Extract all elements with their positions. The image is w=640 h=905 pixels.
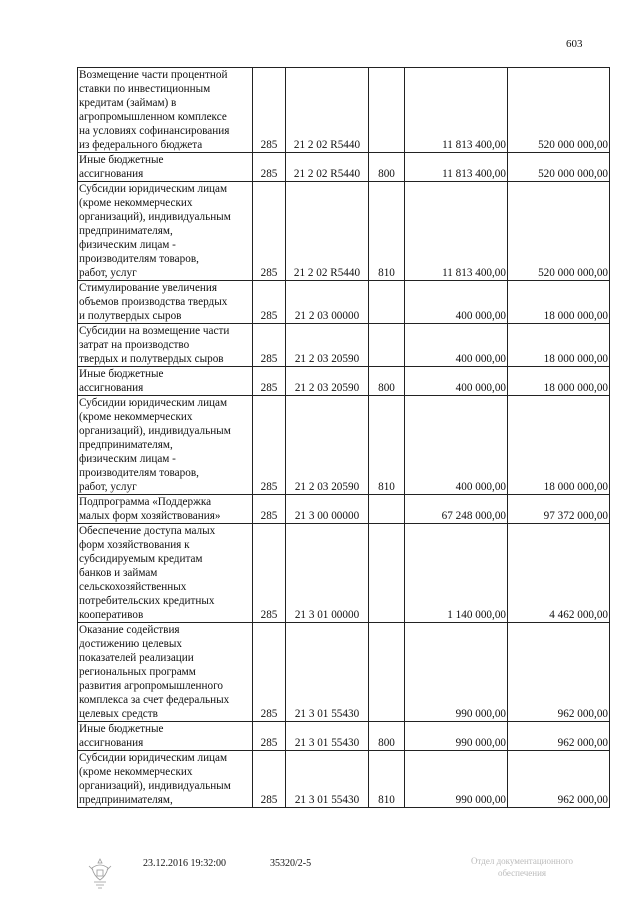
cell-name: Иные бюджетные ассигнования [78, 153, 253, 182]
cell-admin: 285 [253, 324, 286, 367]
cell-name: Оказание содействия достижению целевых показателей реализации региональных программ развития агропромышленного комплекса за счет федеральных целевых средств [78, 623, 253, 722]
table-row [78, 281, 610, 324]
cell-csr: 21 2 02 R5440 [286, 153, 369, 182]
cell-sum2: 962 000,00 [508, 623, 610, 722]
cell-vr [369, 495, 405, 524]
footer-code: 35320/2-5 [270, 858, 312, 869]
table-row [78, 722, 610, 751]
table-row [78, 182, 610, 281]
cell-sum2: 18 000 000,00 [508, 396, 610, 495]
cell-name: Обеспечение доступа малых форм хозяйствования к субсидируемым кредитам банков и займам сельскохозяйственных потребительских кредитных кооперативов [78, 524, 253, 623]
cell-name: Стимулирование увеличения объемов производства твердых и полутвердых сыров [78, 281, 253, 324]
cell-sum1: 990 000,00 [405, 722, 508, 751]
cell-vr: 810 [369, 182, 405, 281]
cell-vr: 800 [369, 722, 405, 751]
cell-sum2: 520 000 000,00 [508, 153, 610, 182]
cell-admin: 285 [253, 68, 286, 153]
cell-vr [369, 281, 405, 324]
cell-name: Субсидии юридическим лицам (кроме некоммерческих организаций), индивидуальным предпринимателям, [78, 751, 253, 808]
cell-sum1: 1 140 000,00 [405, 524, 508, 623]
cell-csr: 21 3 01 55430 [286, 722, 369, 751]
cell-csr: 21 3 00 00000 [286, 495, 369, 524]
page-number: 603 [566, 38, 583, 50]
cell-sum2: 520 000 000,00 [508, 68, 610, 153]
cell-sum2: 520 000 000,00 [508, 182, 610, 281]
cell-admin: 285 [253, 367, 286, 396]
cell-csr: 21 2 02 R5440 [286, 68, 369, 153]
cell-sum2: 97 372 000,00 [508, 495, 610, 524]
cell-admin: 285 [253, 722, 286, 751]
cell-vr: 800 [369, 153, 405, 182]
table-row [78, 495, 610, 524]
cell-sum1: 400 000,00 [405, 281, 508, 324]
cell-sum2: 4 462 000,00 [508, 524, 610, 623]
cell-name: Иные бюджетные ассигнования [78, 367, 253, 396]
table-row [78, 324, 610, 367]
table-row [78, 68, 610, 153]
cell-csr: 21 2 03 20590 [286, 324, 369, 367]
cell-admin: 285 [253, 751, 286, 808]
cell-sum1: 990 000,00 [405, 751, 508, 808]
cell-admin: 285 [253, 396, 286, 495]
table-row [78, 396, 610, 495]
cell-name: Субсидии юридическим лицам (кроме некоммерческих организаций), индивидуальным предпринимателям, физическим лицам - производителям товаров, работ, услуг [78, 182, 253, 281]
cell-admin: 285 [253, 281, 286, 324]
cell-sum2: 18 000 000,00 [508, 281, 610, 324]
cell-vr: 810 [369, 751, 405, 808]
table-row [78, 623, 610, 722]
cell-sum1: 400 000,00 [405, 367, 508, 396]
cell-vr [369, 524, 405, 623]
budget-table-body [78, 68, 610, 808]
cell-csr: 21 2 03 00000 [286, 281, 369, 324]
stamp-text: Отдел документационного обеспечения [470, 856, 574, 878]
cell-sum2: 18 000 000,00 [508, 367, 610, 396]
cell-admin: 285 [253, 153, 286, 182]
table-row [78, 153, 610, 182]
cell-admin: 285 [253, 623, 286, 722]
cell-vr [369, 623, 405, 722]
cell-sum1: 400 000,00 [405, 396, 508, 495]
cell-name: Подпрограмма «Поддержка малых форм хозяйствования» [78, 495, 253, 524]
cell-name: Субсидии юридическим лицам (кроме некоммерческих организаций), индивидуальным предпринимателям, физическим лицам - производителям товаров, работ, услуг [78, 396, 253, 495]
cell-csr: 21 2 03 20590 [286, 367, 369, 396]
cell-vr: 800 [369, 367, 405, 396]
footer-date: 23.12.2016 19:32:00 [143, 858, 227, 869]
table-row [78, 524, 610, 623]
cell-vr: 810 [369, 396, 405, 495]
cell-csr: 21 3 01 00000 [286, 524, 369, 623]
budget-table [77, 67, 610, 808]
table-row [78, 367, 610, 396]
cell-sum2: 18 000 000,00 [508, 324, 610, 367]
cell-sum1: 67 248 000,00 [405, 495, 508, 524]
emblem-icon [86, 856, 114, 890]
cell-csr: 21 3 01 55430 [286, 623, 369, 722]
cell-vr [369, 68, 405, 153]
cell-admin: 285 [253, 495, 286, 524]
cell-name: Субсидии на возмещение части затрат на производство твердых и полутвердых сыров [78, 324, 253, 367]
cell-name: Возмещение части процентной ставки по инвестиционным кредитам (займам) в агропромышленном комплексе на условиях софинансирования из федерального бюджета [78, 68, 253, 153]
cell-sum2: 962 000,00 [508, 722, 610, 751]
cell-sum1: 11 813 400,00 [405, 68, 508, 153]
cell-admin: 285 [253, 182, 286, 281]
cell-sum1: 11 813 400,00 [405, 153, 508, 182]
cell-sum1: 400 000,00 [405, 324, 508, 367]
cell-sum1: 11 813 400,00 [405, 182, 508, 281]
cell-name: Иные бюджетные ассигнования [78, 722, 253, 751]
table-row [78, 751, 610, 808]
cell-sum1: 990 000,00 [405, 623, 508, 722]
cell-csr: 21 2 03 20590 [286, 396, 369, 495]
cell-csr: 21 3 01 55430 [286, 751, 369, 808]
cell-sum2: 962 000,00 [508, 751, 610, 808]
cell-vr [369, 324, 405, 367]
cell-csr: 21 2 02 R5440 [286, 182, 369, 281]
cell-admin: 285 [253, 524, 286, 623]
